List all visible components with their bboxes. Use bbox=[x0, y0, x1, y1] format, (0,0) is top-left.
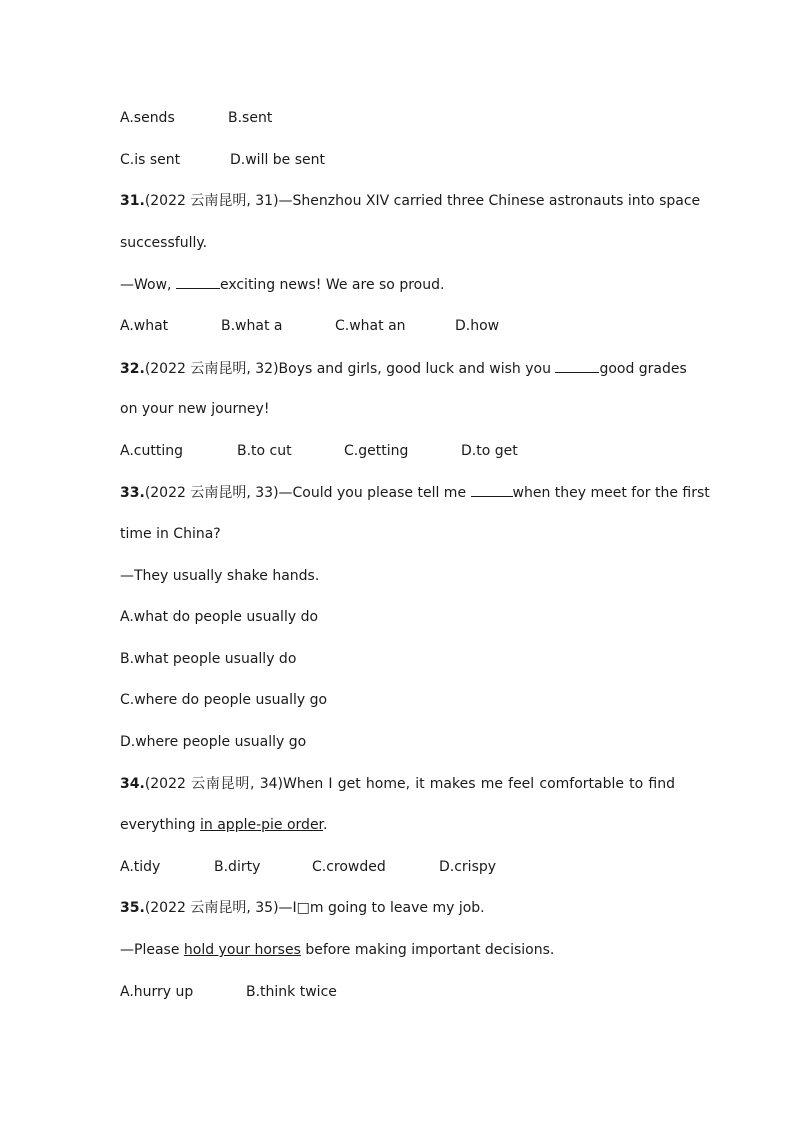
question-stem: Boys and girls, good luck and wish you bbox=[278, 361, 556, 377]
option-a: A.hurry up bbox=[120, 984, 194, 1000]
option-a: A.tidy bbox=[120, 859, 161, 875]
option-c: C.crowded bbox=[312, 859, 386, 875]
q34-stem-line-1 bbox=[120, 774, 675, 794]
option-c: C.getting bbox=[344, 443, 409, 459]
question-number: 32. bbox=[120, 361, 145, 377]
option-a: A.sends bbox=[120, 110, 175, 126]
q33-option-a: A.what do people usually do bbox=[120, 609, 319, 625]
question-stem: —I□m going to leave my job. bbox=[278, 900, 485, 916]
question-source: (2022 云南昆明, 34) bbox=[144, 776, 283, 792]
q30-options-row-1 bbox=[120, 108, 675, 128]
reply-text: before making important decisions. bbox=[300, 942, 555, 958]
answer-blank bbox=[471, 482, 513, 497]
question-source: (2022 云南昆明, 32) bbox=[144, 361, 279, 377]
q31-stem-line-2: successfully. bbox=[120, 235, 208, 251]
q33-option-c: C.where do people usually go bbox=[120, 692, 328, 708]
option-d: D.will be sent bbox=[230, 152, 326, 168]
question-stem: —Shenzhou XIV carried three Chinese astronauts into space bbox=[278, 193, 701, 209]
question-stem: everything bbox=[120, 817, 201, 833]
question-number: 35. bbox=[120, 900, 145, 916]
q33-option-d: D.where people usually go bbox=[120, 734, 307, 750]
option-b: B.think twice bbox=[246, 984, 337, 1000]
question-number: 34. bbox=[120, 776, 145, 792]
q33-stem-line-1 bbox=[120, 482, 710, 503]
reply-text: —Please bbox=[120, 942, 184, 958]
q33-stem-line-2: time in China? bbox=[120, 526, 221, 542]
question-source: (2022 云南昆明, 31) bbox=[144, 193, 279, 209]
q32-stem-line-2: on your new journey! bbox=[120, 401, 270, 417]
option-c: C.what an bbox=[335, 318, 406, 334]
q32-stem-line-1 bbox=[120, 358, 687, 379]
option-d: D.crispy bbox=[439, 859, 497, 875]
q31-options bbox=[120, 316, 675, 336]
question-stem: good grades bbox=[599, 361, 687, 377]
option-d: D.to get bbox=[461, 443, 518, 459]
option-b: B.to cut bbox=[237, 443, 292, 459]
option-c: C.is sent bbox=[120, 152, 181, 168]
question-stem: —Could you please tell me bbox=[278, 485, 471, 501]
reply-text: exciting news! We are so proud. bbox=[219, 277, 445, 293]
question-source: (2022 云南昆明, 35) bbox=[144, 900, 279, 916]
question-stem: When I get home, it makes me feel comfortable to find bbox=[282, 776, 675, 792]
question-number: 31. bbox=[120, 193, 145, 209]
q35-options bbox=[120, 982, 675, 1002]
question-number: 33. bbox=[120, 485, 145, 501]
option-a: A.what bbox=[120, 318, 169, 334]
q34-options bbox=[120, 857, 675, 877]
q32-options bbox=[120, 441, 675, 461]
underlined-phrase: in apple-pie order bbox=[200, 817, 324, 833]
q33-option-b: B.what people usually do bbox=[120, 651, 297, 667]
q35-reply bbox=[120, 940, 675, 960]
q35-stem-line-1 bbox=[120, 898, 675, 918]
question-stem: . bbox=[323, 817, 328, 833]
option-b: B.dirty bbox=[214, 859, 261, 875]
q31-reply bbox=[120, 274, 675, 295]
question-stem: when they meet for the first bbox=[512, 485, 710, 501]
option-a: A.cutting bbox=[120, 443, 183, 459]
q34-stem-line-2 bbox=[120, 815, 675, 835]
answer-blank bbox=[555, 358, 599, 373]
question-source: (2022 云南昆明, 33) bbox=[144, 485, 279, 501]
underlined-phrase: hold your horses bbox=[183, 942, 301, 958]
option-b: B.what a bbox=[221, 318, 283, 334]
answer-blank bbox=[176, 274, 220, 289]
option-b: B.sent bbox=[228, 110, 273, 126]
q30-options-row-2 bbox=[120, 150, 675, 170]
reply-text: —Wow, bbox=[120, 277, 176, 293]
option-d: D.how bbox=[455, 318, 500, 334]
q31-stem-line-1 bbox=[120, 191, 701, 211]
q33-reply: —They usually shake hands. bbox=[120, 568, 320, 584]
